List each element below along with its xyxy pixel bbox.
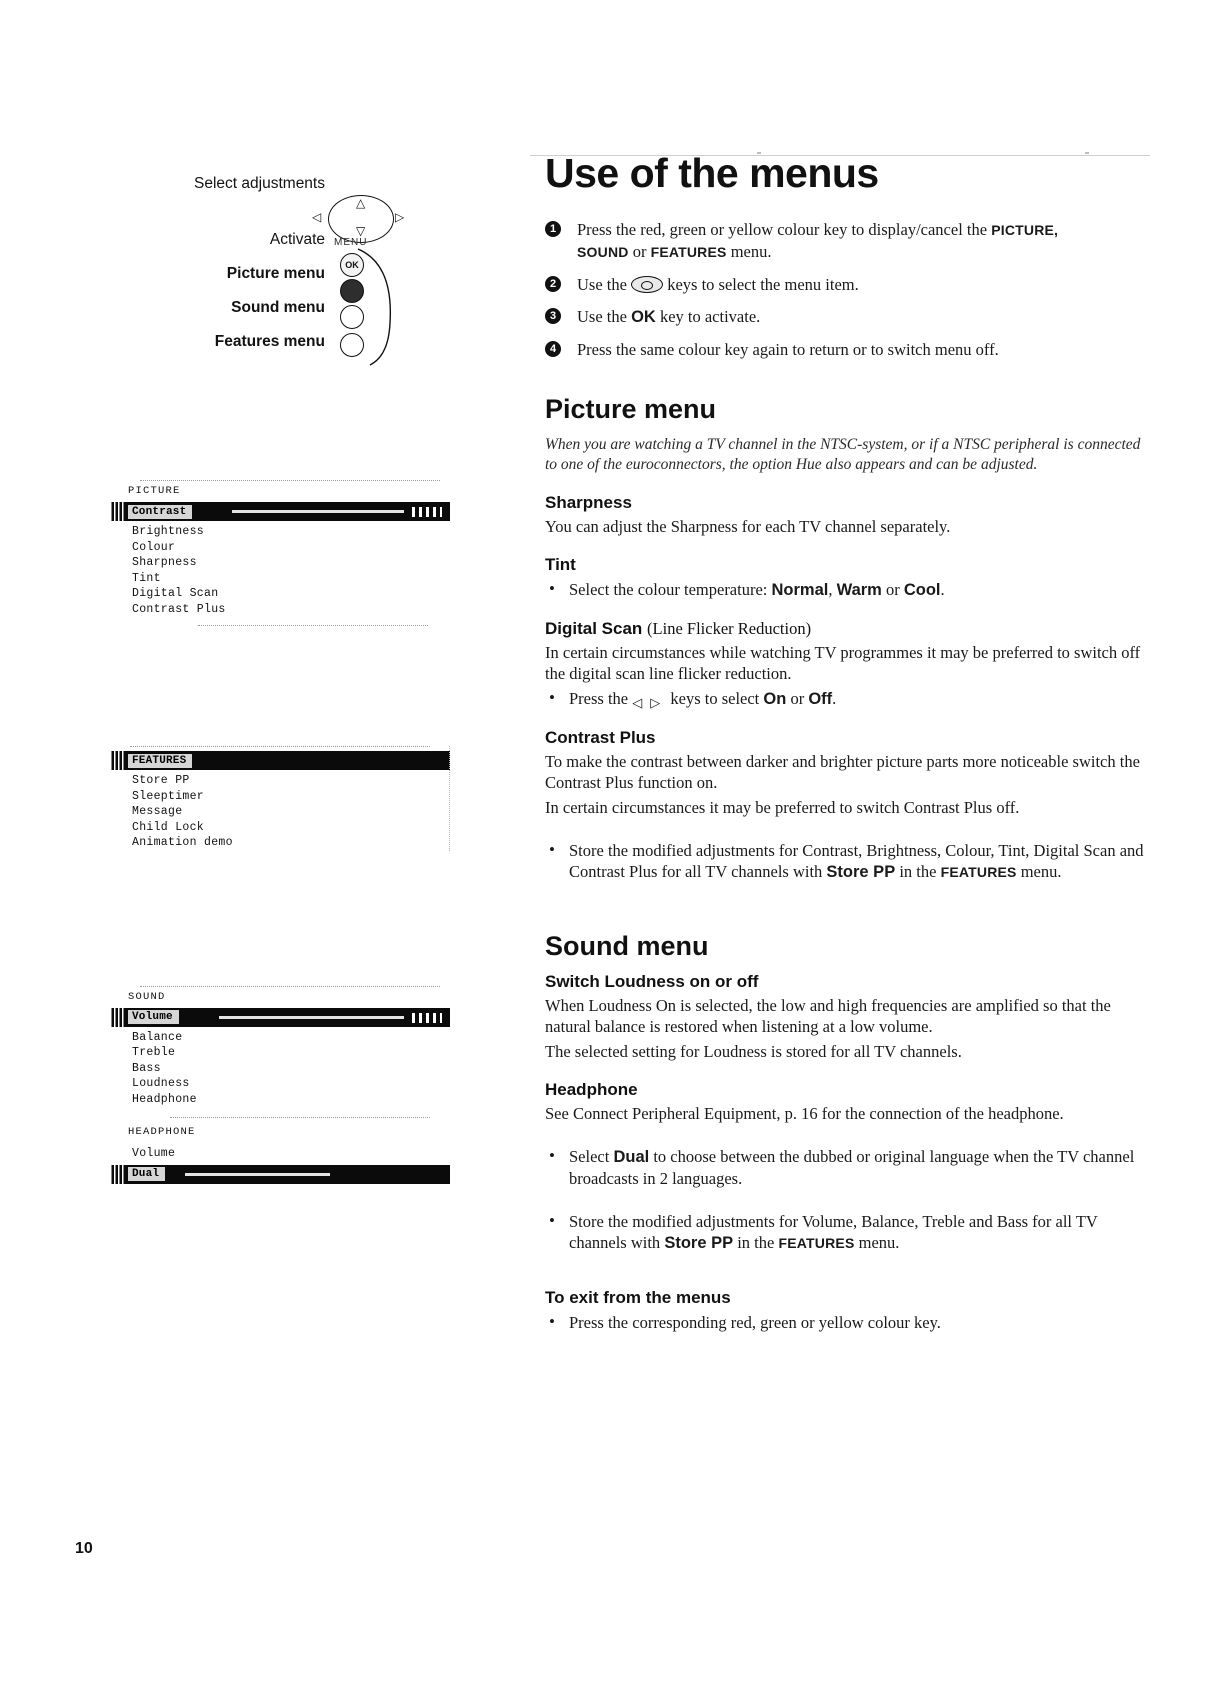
ds-bullet-pre: Press the [569,689,633,708]
left-illustration-column [110,175,455,1184]
osd-features-items [110,770,450,851]
osd-features-title: FEATURES [128,754,192,768]
dual-bullet-pre: Select [569,1147,614,1166]
store-bullet-mid: in the [895,862,941,881]
loudness-body-1: When Loudness On is selected, the low and high frequencies are amplified so that the natural balance is restored when listening at a low volume. [545,996,1111,1036]
yellow-key-icon [340,333,364,357]
main-text-column [545,150,1145,1337]
osd-item: Digital Scan [132,587,219,600]
sharpness-body: You can adjust the Sharpness for each TV channel separately. [545,517,951,536]
osd-item: Brightness [132,525,205,538]
tint-bullet-post: . [940,580,945,599]
osd-picture-menu [110,480,450,626]
osd-item: Store PP [132,774,190,787]
digital-scan-title: Digital Scan [545,619,643,638]
step-text-pre: Press the red, green or yellow colour key to display/cancel the [577,220,992,239]
tint-bullet [545,579,1145,601]
osd-sound-title: SOUND [128,990,166,1003]
keyword-features: FEATURES [778,1235,855,1251]
dual-bullet-post: to choose between the dubbed or original language when the TV channel broadcasts in 2 languages. [569,1147,1135,1188]
arrow-left-icon: ◁ [312,210,322,224]
step-2 [545,274,1145,295]
dual-bullet [545,1146,1145,1189]
digital-scan-note: (Line Flicker Reduction) [647,619,812,638]
osd-features-menu [110,746,450,851]
page-number: 10 [75,1540,93,1557]
option-warm: Warm [836,581,882,599]
osd-picture-selected-row [110,502,450,521]
loudness-heading: Switch Loudness on or off [545,972,759,991]
arrow-right-icon: ▷ [395,210,405,224]
contrast-plus-body-1: To make the contrast between darker and brighter picture parts more noticeable switch the Contrast Plus function on. [545,752,1140,792]
osd-item: Tint [132,571,161,585]
osd-headphone-slider [165,1165,450,1184]
page-title: Use of the menus [545,150,879,196]
osd-item: Contrast Plus [132,602,226,616]
keyword-sound: SOUND [577,244,629,260]
ds-bullet-post: . [832,689,837,708]
osd-item: Animation demo [132,836,233,849]
osd-item: Balance [132,1030,183,1044]
exit-heading: To exit from the menus [545,1288,731,1307]
option-on: On [763,690,787,708]
sharpness-heading: Sharpness [545,493,632,512]
store-bullet-post: menu. [854,1233,900,1252]
option-cool: Cool [903,581,941,599]
osd-volume-slider [179,1008,450,1027]
contrast-plus-heading: Contrast Plus [545,728,656,747]
label-features-menu: Features menu [214,333,325,350]
osd-item: Colour [132,540,176,554]
osd-sound-selected-label: Volume [128,1010,179,1024]
keyword-picture: PICTURE, [991,222,1059,238]
remote-control-diagram [110,175,455,405]
sep: or [786,689,809,708]
keyword-store-pp: Store PP [664,1234,734,1252]
step-text-post: key to activate. [655,307,761,326]
step-4 [545,339,1145,360]
osd-item: Volume [132,1147,176,1160]
osd-headphone-items [110,1143,450,1165]
sound-menu-heading: Sound menu [545,931,709,961]
step-number-badge: 1 [545,221,561,237]
step-number-badge: 2 [545,276,561,292]
osd-item: Loudness [132,1077,190,1090]
osd-item: Bass [132,1061,161,1075]
menu-caption: MENU [334,237,368,248]
digital-scan-bullet [545,688,1145,710]
keyword-dual: Dual [613,1148,650,1166]
green-key-icon [340,305,364,329]
osd-contrast-slider [192,502,450,521]
left-right-keys-icon: ◁ ▷ [632,695,661,710]
keyword-features: FEATURES [650,244,727,260]
cursor-keys-icon [631,276,663,293]
tint-heading: Tint [545,555,576,574]
label-activate: Activate [269,231,325,248]
sep: , [828,580,837,599]
picture-menu-heading: Picture menu [545,394,717,424]
step-text-pre: Use the [577,307,632,326]
keyword-features: FEATURES [940,864,1017,880]
osd-features-header-row [110,751,450,770]
option-normal: Normal [771,581,829,599]
osd-item: Sharpness [132,556,197,569]
keyword-ok: OK [631,308,656,326]
tint-bullet-pre: Select the colour temperature: [569,580,772,599]
numbered-steps [545,219,1145,360]
sep: or [881,580,904,599]
arrow-up-icon: △ [356,196,366,210]
osd-picture-selected-label: Contrast [128,505,192,519]
digital-scan-heading [545,619,1145,639]
osd-sound-selected-row [110,1008,450,1027]
headphone-heading: Headphone [545,1080,638,1099]
option-off: Off [808,690,833,708]
loudness-body-2: The selected setting for Loudness is stored for all TV channels. [545,1042,962,1061]
osd-headphone-selected-label: Dual [128,1167,165,1181]
remote-artwork [310,175,455,395]
osd-item: Child Lock [132,820,205,834]
step-3 [545,306,1145,328]
osd-sound-menu [110,986,450,1119]
osd-picture-title: PICTURE [128,485,181,497]
store-bullet-post: menu. [1016,862,1062,881]
step-text-pre: Use the [577,275,632,294]
arrow-down-icon: ▽ [356,224,366,238]
picture-menu-intro: When you are watching a TV channel in the NTSC-system, or if a NTSC peripheral is connected to one of the euroconnectors, the option Hue also appears and can be adjusted. [545,436,1141,473]
osd-item: Sleeptimer [132,789,205,803]
osd-headphone-menu [110,1126,450,1184]
red-key-icon [340,279,364,303]
ds-bullet-mid: keys to select [666,689,764,708]
step-text-mid: or [628,242,651,261]
step-text-pre: Press the same colour key again to return or to switch menu off. [577,340,999,359]
contrast-plus-body-2: In certain circumstances it may be preferred to switch Contrast Plus off. [545,798,1020,817]
osd-item: Message [132,805,183,818]
osd-item: Treble [132,1046,176,1059]
picture-store-bullet [545,840,1145,883]
headphone-body: See Connect Peripheral Equipment, p. 16 for the connection of the headphone. [545,1104,1064,1123]
osd-item: Headphone [132,1092,197,1106]
store-bullet-mid: in the [733,1233,779,1252]
step-1 [545,219,1145,263]
sound-store-bullet [545,1211,1145,1254]
osd-headphone-selected-row [110,1165,450,1184]
step-text-post: keys to select the menu item. [663,275,859,294]
store-bullet-pre: Store the modified adjustments for Contrast, Brightness, Colour, Tint, Digital Scan and Contrast Plus for all TV channels with [569,841,1144,881]
step-text-post: menu. [726,242,772,261]
label-select-adjustments: Select adjustments [194,175,325,192]
exit-bullet-text: Press the corresponding red, green or yellow colour key. [569,1313,941,1332]
osd-sound-items [110,1027,450,1108]
store-bullet-pre: Store the modified adjustments for Volume, Balance, Treble and Bass for all TV channels with [569,1212,1098,1252]
cursor-pad-icon [312,195,405,241]
step-number-badge: 4 [545,341,561,357]
osd-headphone-title: HEADPHONE [128,1126,196,1138]
label-picture-menu: Picture menu [226,265,325,282]
step-number-badge: 3 [545,308,561,324]
label-sound-menu: Sound menu [231,299,325,316]
osd-picture-items [110,521,450,617]
exit-bullet [545,1312,1145,1333]
ok-button-icon: OK [340,253,364,277]
keyword-store-pp: Store PP [826,863,896,881]
remote-label-list [110,175,325,367]
digital-scan-body: In certain circumstances while watching TV programmes it may be preferred to switch off the digital scan line flicker reduction. [545,643,1141,683]
